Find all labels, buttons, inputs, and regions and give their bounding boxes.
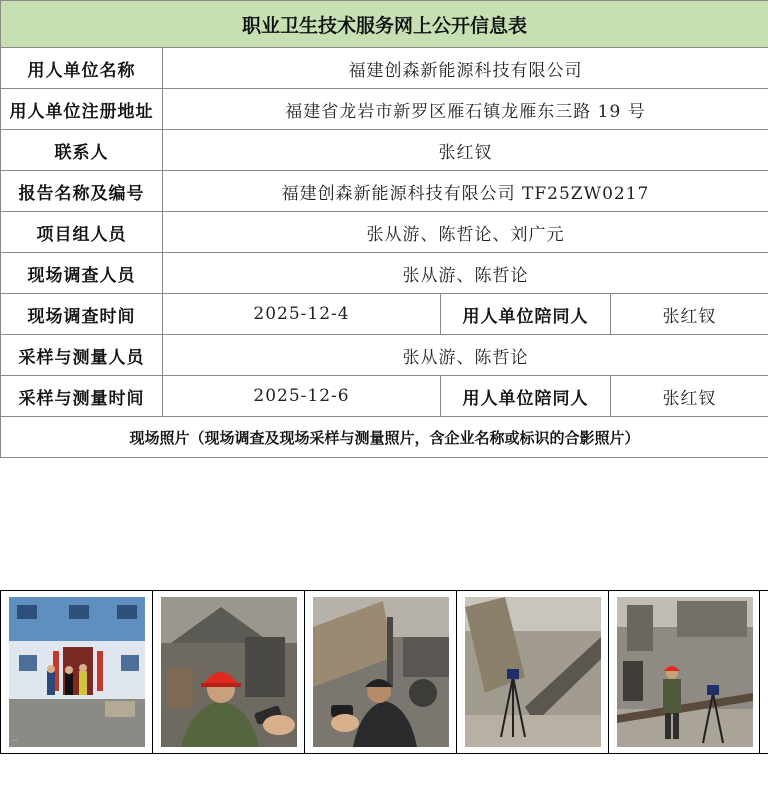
row-contact — [1, 130, 768, 171]
row-photo-caption — [1, 417, 768, 458]
photo-row — [0, 590, 768, 754]
team-label: 项目组人员 — [1, 212, 163, 253]
photo-worker-detector — [161, 597, 297, 747]
photo-worker-tripod — [617, 597, 753, 747]
sampling-companion-label: 用人单位陪同人 — [441, 376, 611, 417]
photo-area — [0, 458, 768, 794]
photo-cell — [152, 591, 304, 753]
survey-staff-label: 现场调查人员 — [1, 253, 163, 294]
sampling-time-value: 2025-12-6 — [163, 376, 441, 417]
survey-time-label: 现场调查时间 — [1, 294, 163, 335]
photo-tripod-conveyor — [465, 597, 601, 747]
row-report — [1, 171, 768, 212]
photo-cell — [0, 591, 152, 753]
row-unit-address — [1, 89, 768, 130]
title-row — [1, 1, 768, 48]
page-title: 职业卫生技术服务网上公开信息表 — [1, 1, 768, 48]
report-value: 福建创森新能源科技有限公司 TF25ZW0217 — [163, 171, 768, 212]
row-team — [1, 212, 768, 253]
row-survey-staff — [1, 253, 768, 294]
row-survey-time — [1, 294, 768, 335]
team-value: 张从游、陈哲论、刘广元 — [163, 212, 768, 253]
unit-name-value: 福建创森新能源科技有限公司 — [163, 48, 768, 89]
survey-companion-value: 张红钗 — [611, 294, 768, 335]
photos-caption: 现场照片（现场调查及现场采样与测量照片，含企业名称或标识的合影照片） — [1, 417, 768, 458]
photo-group-at-building — [9, 597, 145, 747]
row-unit-name — [1, 48, 768, 89]
photo-cell — [608, 591, 760, 753]
sampling-time-label: 采样与测量时间 — [1, 376, 163, 417]
contact-label: 联系人 — [1, 130, 163, 171]
row-sampling-staff — [1, 335, 768, 376]
row-sampling-time — [1, 376, 768, 417]
photo-cell — [304, 591, 456, 753]
unit-name-label: 用人单位名称 — [1, 48, 163, 89]
unit-address-label: 用人单位注册地址 — [1, 89, 163, 130]
unit-address-value: 福建省龙岩市新罗区雁石镇龙雁东三路 19 号 — [163, 89, 768, 130]
photo-workshop-measurement — [313, 597, 449, 747]
contact-value: 张红钗 — [163, 130, 768, 171]
sampling-staff-value: 张从游、陈哲论 — [163, 335, 768, 376]
photo-timestamp-mark: ··· — [13, 738, 18, 744]
survey-time-value: 2025-12-4 — [163, 294, 441, 335]
sampling-companion-value: 张红钗 — [611, 376, 768, 417]
survey-companion-label: 用人单位陪同人 — [441, 294, 611, 335]
sampling-staff-label: 采样与测量人员 — [1, 335, 163, 376]
survey-staff-value: 张从游、陈哲论 — [163, 253, 768, 294]
photo-cell — [456, 591, 608, 753]
report-label: 报告名称及编号 — [1, 171, 163, 212]
